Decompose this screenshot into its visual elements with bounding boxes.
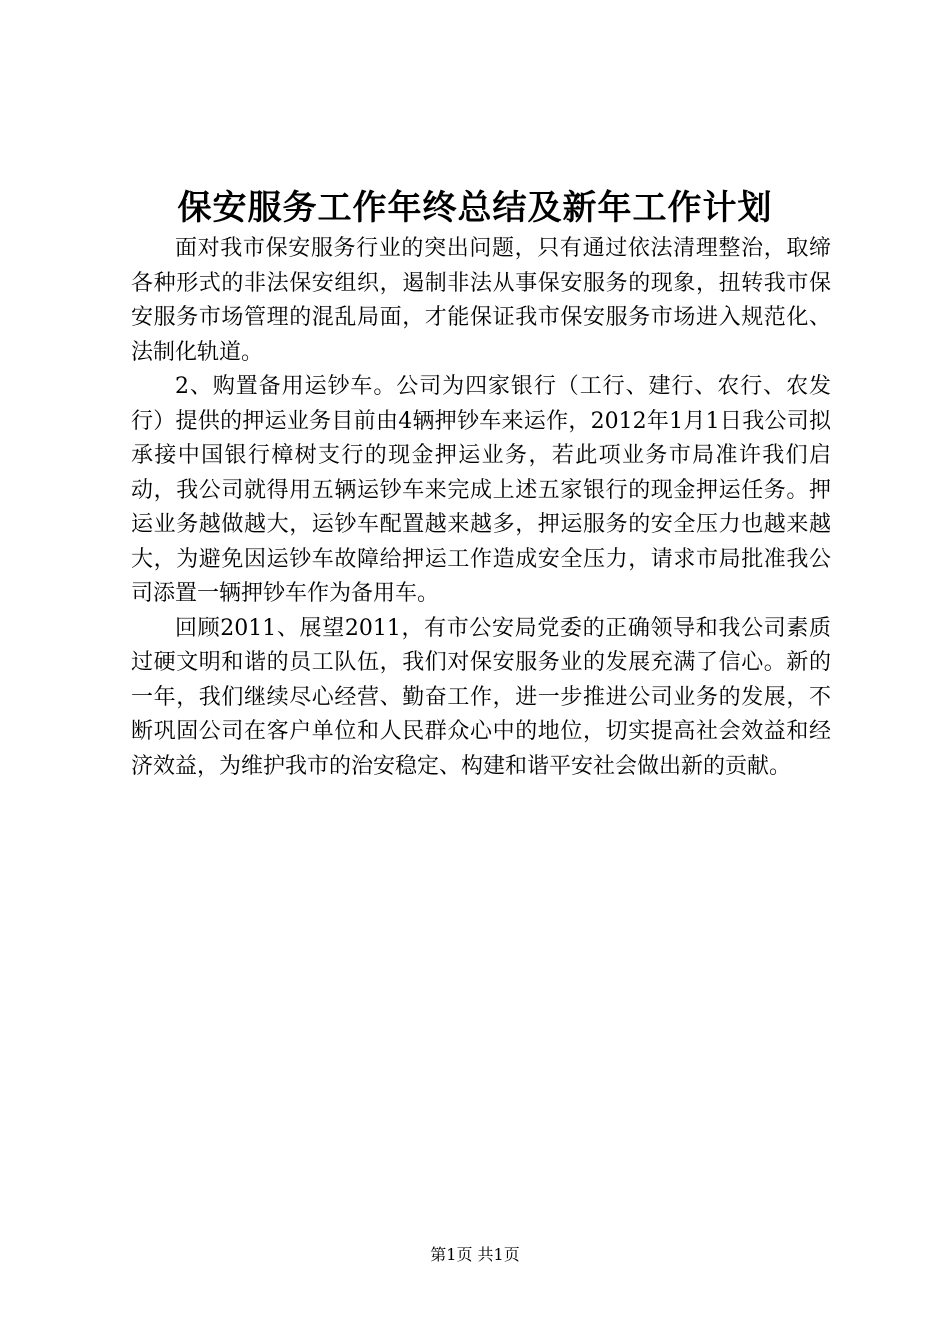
paragraph-outlook: 回顾2011、展望2011，有市公安局党委的正确领导和我公司素质过硬文明和谐的员工队伍，我们对保安服务业的发展充满了信心。新的一年，我们继续尽心经营、勤奋工作，进一步推进公司业务的发展，不断巩固公司在客户单位和人民群众心中的地位，切实提高社会效益和经济效益，为维护我市的治安稳定、构建和谐平安社会做出新的贡献。 xyxy=(131,615,831,779)
document-body xyxy=(131,232,831,784)
paragraph-intro: 面对我市保安服务行业的突出问题，只有通过依法清理整治，取缔各种形式的非法保安组织，遏制非法从事保安服务的现象，扭转我市保安服务市场管理的混乱局面，才能保证我市保安服务市场进入规范化、法制化轨道。 xyxy=(131,236,831,365)
document-title: 保安服务工作年终总结及新年工作计划 xyxy=(177,188,773,228)
page-footer: 第1页 共1页 xyxy=(430,1245,520,1264)
paragraph-armored-car: 2、购置备用运钞车。公司为四家银行（工行、建行、农行、农发行）提供的押运业务目前由4辆押钞车来运作，2012年1月1日我公司拟承接中国银行樟树支行的现金押运业务，若此项业务市局准许我们启动，我公司就得用五辆运钞车来完成上述五家银行的现金押运任务。押运业务越做越大，运钞车配置越来越多，押运服务的安全压力也越来越大，为避免因运钞车故障给押运工作造成安全压力，请求市局批准我公司添置一辆押钞车作为备用车。 xyxy=(131,374,831,606)
